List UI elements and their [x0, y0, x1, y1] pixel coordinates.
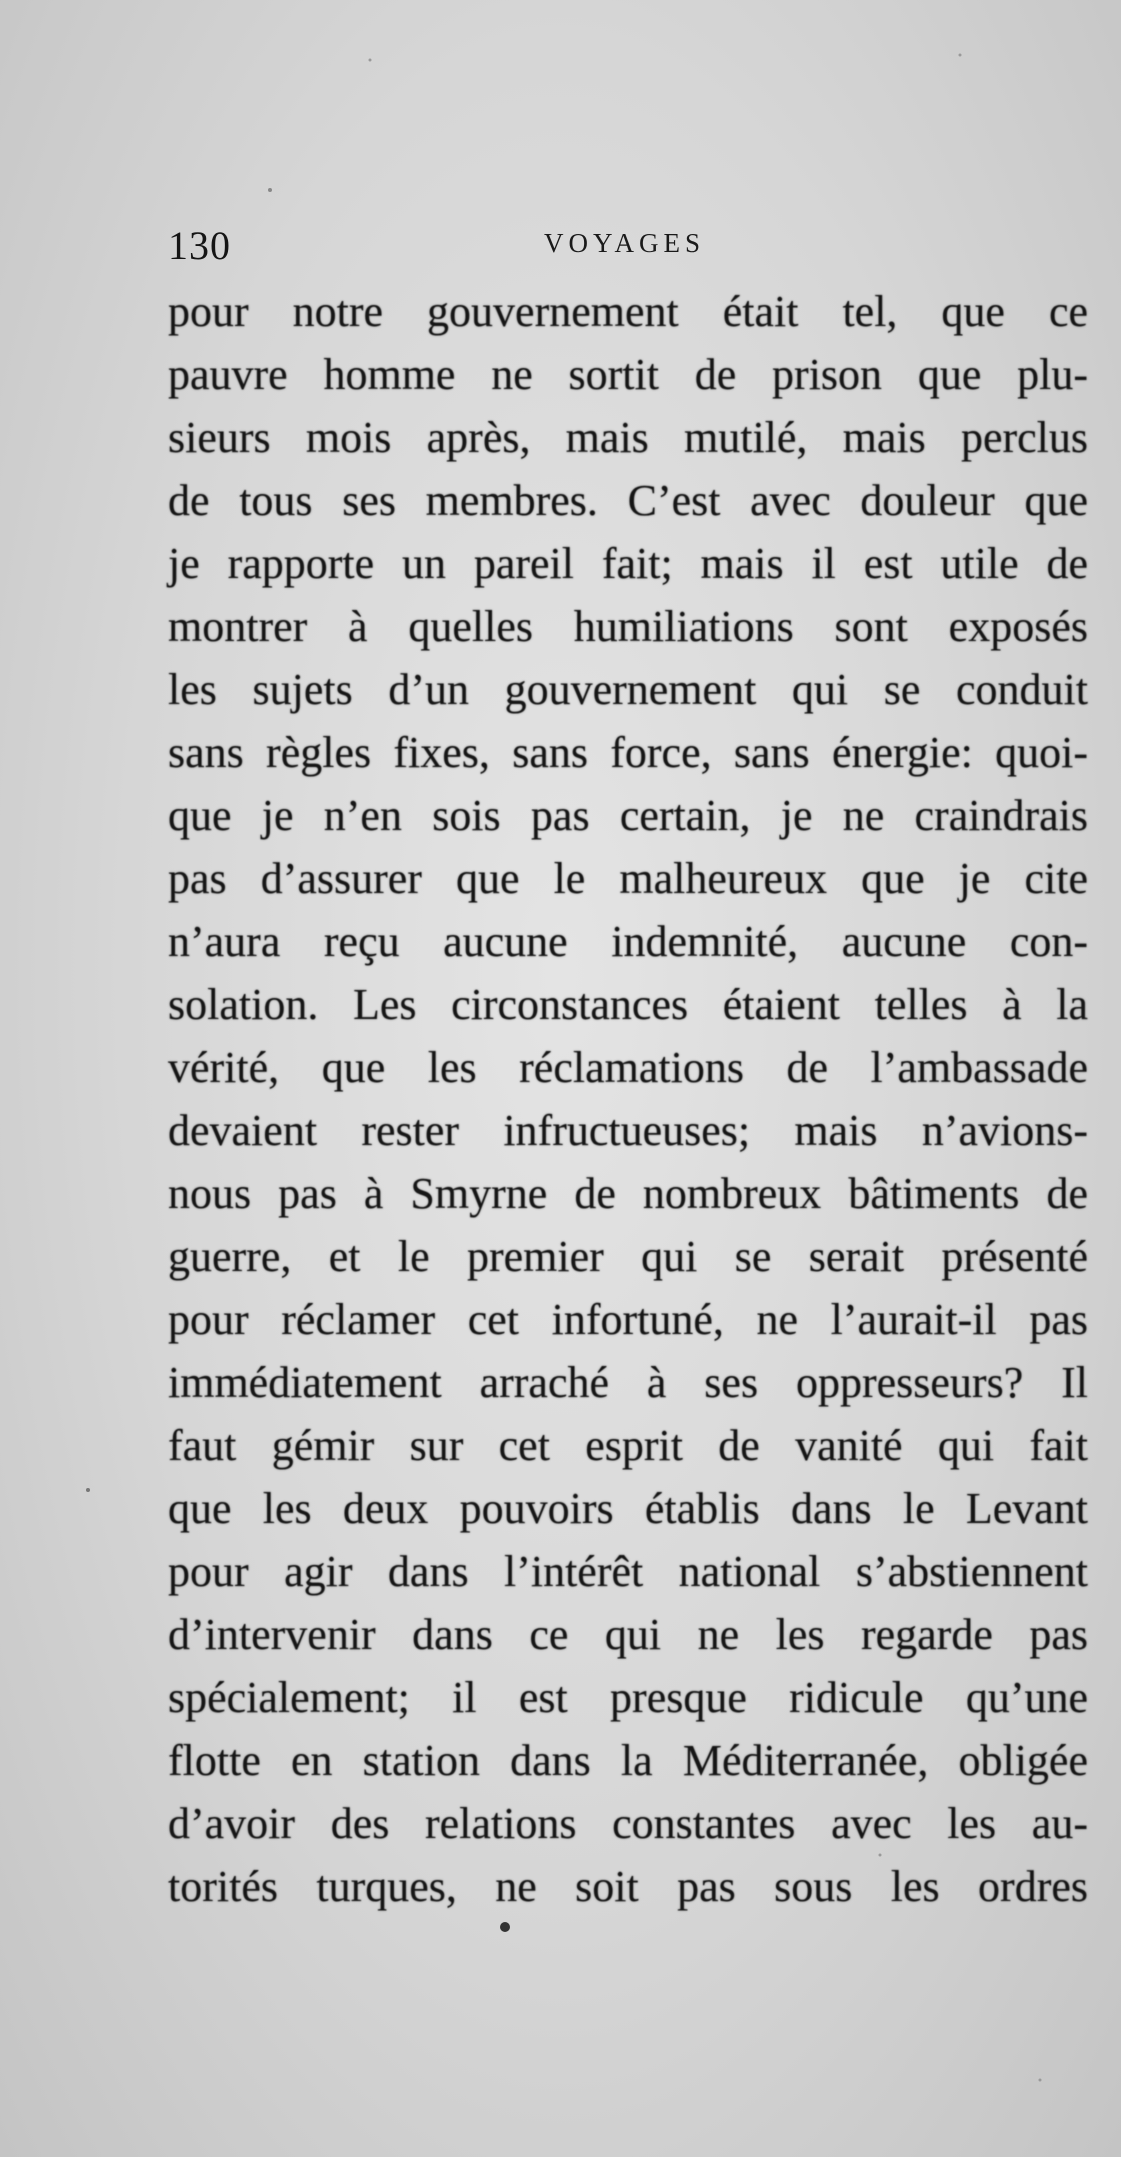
text-line: je rapporte un pareil fait; mais il est utile de: [168, 539, 1088, 588]
ink-speck: [500, 1922, 510, 1932]
text-line: n’aura reçu aucune indemnité, aucune con-: [168, 917, 1088, 966]
page-header: [168, 222, 1088, 272]
ink-speck: [268, 188, 272, 192]
text-line: les sujets d’un gouvernement qui se conduit: [168, 665, 1088, 714]
body-text: [168, 280, 1088, 1918]
text-line: torités turques, ne soit pas sous les ordres: [168, 1862, 1088, 1911]
page-number: 130: [168, 223, 231, 268]
text-line: d’intervenir dans ce qui ne les regarde pas: [168, 1610, 1088, 1659]
ink-speck: [369, 59, 372, 62]
text-line: solation. Les circonstances étaient telles à la: [168, 980, 1088, 1029]
text-line: spécialement; il est presque ridicule qu’une: [168, 1673, 1088, 1722]
text-line: sieurs mois après, mais mutilé, mais perclus: [168, 413, 1088, 462]
ink-speck: [959, 54, 962, 57]
ink-speck: [1039, 2079, 1042, 2082]
text-line: immédiatement arraché à ses oppresseurs? Il: [168, 1358, 1088, 1407]
text-line: pas d’assurer que le malheureux que je cite: [168, 854, 1088, 903]
text-line: montrer à quelles humiliations sont exposés: [168, 602, 1088, 651]
text-line: vérité, que les réclamations de l’ambassade: [168, 1043, 1088, 1092]
text-line: de tous ses membres. C’est avec douleur que: [168, 476, 1088, 525]
text-line: pour agir dans l’intérêt national s’abstiennent: [168, 1547, 1088, 1596]
text-line: que je n’en sois pas certain, je ne craindrais: [168, 791, 1088, 840]
text-line: faut gémir sur cet esprit de vanité qui fait: [168, 1421, 1088, 1470]
text-line: sans règles fixes, sans force, sans énergie: quoi-: [168, 728, 1088, 777]
text-line: devaient rester infructueuses; mais n’avions-: [168, 1106, 1088, 1155]
text-line: que les deux pouvoirs établis dans le Levant: [168, 1484, 1088, 1533]
text-line: pour réclamer cet infortuné, ne l’aurait-il pas: [168, 1295, 1088, 1344]
text-line: d’avoir des relations constantes avec les au-: [168, 1799, 1088, 1848]
text-line: nous pas à Smyrne de nombreux bâtiments de: [168, 1169, 1088, 1218]
text-line: guerre, et le premier qui se serait présenté: [168, 1232, 1088, 1281]
running-title: VOYAGES: [544, 228, 706, 258]
ink-speck: [86, 1488, 90, 1492]
text-line: pour notre gouvernement était tel, que ce: [168, 287, 1088, 336]
text-line: flotte en station dans la Méditerranée, obligée: [168, 1736, 1088, 1785]
text-line: pauvre homme ne sortit de prison que plu-: [168, 350, 1088, 399]
